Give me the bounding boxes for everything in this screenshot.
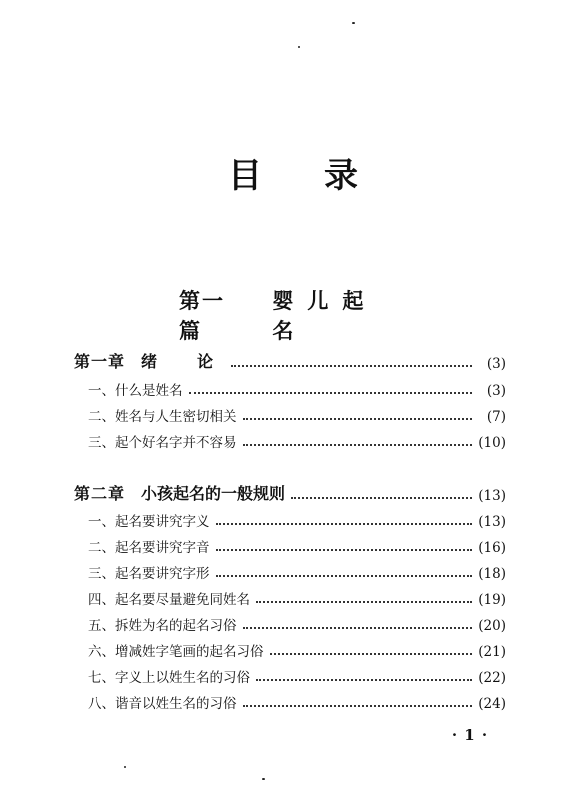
toc-section-entry[interactable] — [74, 692, 506, 712]
chapter-name: 小孩起名的一般规则 — [141, 484, 286, 503]
section-title: 六、增减姓字笔画的起名习俗 — [88, 644, 264, 660]
page-number: (20) — [478, 618, 506, 634]
page-number: (13) — [478, 514, 506, 530]
dot-leader — [231, 364, 472, 367]
page-folio: · 1 · — [451, 726, 489, 744]
page-number: (3) — [486, 356, 506, 372]
scan-speck — [298, 46, 300, 48]
toc-chapter-entry[interactable] — [74, 484, 506, 504]
dot-leader — [243, 626, 473, 629]
section-title: 三、起名要讲究字形 — [88, 566, 210, 582]
toc-section-entry[interactable] — [74, 588, 506, 608]
chapter-label — [74, 481, 285, 504]
chapter-number: 第一章 — [74, 352, 126, 371]
toc-section-entry[interactable] — [74, 614, 506, 634]
toc-chapter-entry[interactable] — [74, 352, 506, 372]
toc-section-entry[interactable] — [74, 379, 506, 399]
dot-leader — [216, 522, 473, 525]
dot-leader — [270, 652, 473, 655]
chapter-number: 第二章 — [74, 484, 126, 503]
scan-speck — [352, 22, 355, 24]
dot-leader — [243, 443, 473, 446]
page-number: (18) — [478, 566, 506, 582]
scan-speck — [124, 766, 126, 768]
section-title: 二、起名要讲究字音 — [88, 540, 210, 556]
dot-leader — [243, 417, 473, 420]
scan-speck — [262, 778, 265, 780]
page-number: (19) — [478, 592, 506, 608]
toc-section-entry[interactable] — [74, 510, 506, 530]
toc-section-entry[interactable] — [74, 562, 506, 582]
toc-section-entry[interactable] — [74, 666, 506, 686]
page-number: (3) — [486, 383, 506, 399]
dot-leader — [216, 548, 473, 551]
page-number: (13) — [478, 488, 506, 504]
page-title — [228, 148, 358, 197]
page-number: (10) — [478, 435, 506, 451]
dot-leader — [256, 600, 472, 603]
page-number: (24) — [478, 696, 506, 712]
section-title: 三、起个好名字并不容易 — [88, 435, 237, 451]
page-number: (7) — [486, 409, 506, 425]
page-title-char: 录 — [324, 156, 358, 196]
page-number: (22) — [478, 670, 506, 686]
part-name: 婴儿起名 — [272, 288, 378, 343]
chapter-name: 绪 论 — [141, 352, 226, 371]
toc-section-entry[interactable] — [74, 405, 506, 425]
section-title: 七、字义上以姓生名的习俗 — [88, 670, 250, 686]
toc-section-entry[interactable] — [74, 640, 506, 660]
dot-leader — [189, 391, 473, 394]
part-number: 第一篇 — [179, 288, 225, 343]
chapter-label — [74, 349, 225, 372]
section-title: 四、起名要尽量避免同姓名 — [88, 592, 250, 608]
toc-section-entry[interactable] — [74, 536, 506, 556]
page-title-char: 目 — [228, 156, 262, 196]
page-number: (21) — [478, 644, 506, 660]
section-title: 八、谐音以姓生名的习俗 — [88, 696, 237, 712]
section-title: 一、起名要讲究字义 — [88, 514, 210, 530]
dot-leader — [216, 574, 473, 577]
part-heading — [179, 285, 409, 345]
page-number: (16) — [478, 540, 506, 556]
dot-leader — [243, 704, 473, 707]
section-title: 二、姓名与人生密切相关 — [88, 409, 237, 425]
section-title: 一、什么是姓名 — [88, 383, 183, 399]
section-title: 五、拆姓为名的起名习俗 — [88, 618, 237, 634]
dot-leader — [256, 678, 472, 681]
toc-section-entry[interactable] — [74, 431, 506, 451]
dot-leader — [291, 496, 472, 499]
